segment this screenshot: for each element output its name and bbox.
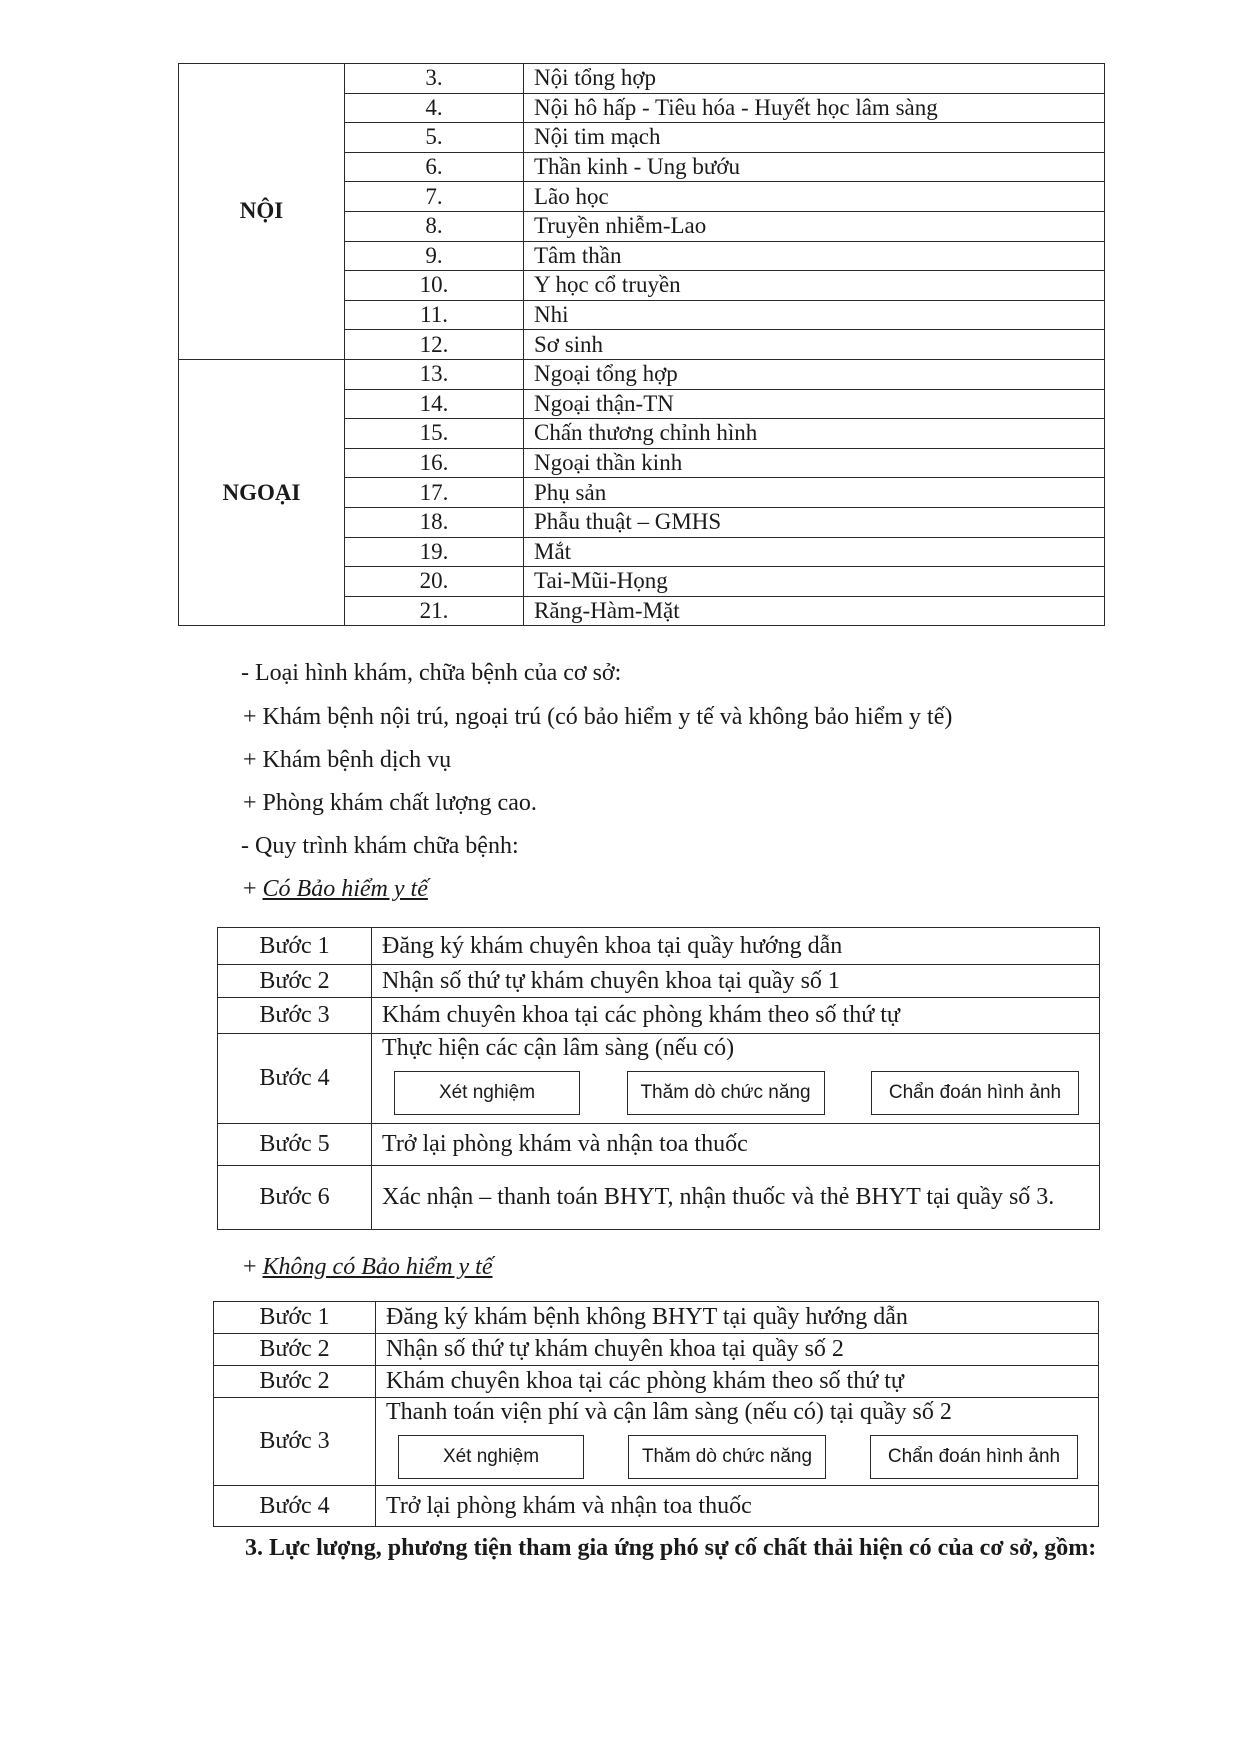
department-number: 16. bbox=[345, 448, 524, 478]
step-label: Bước 1 bbox=[214, 1302, 376, 1334]
step-description-cell bbox=[376, 1302, 1099, 1334]
department-name: Nội tim mạch bbox=[524, 123, 1105, 153]
departments-table bbox=[178, 63, 1105, 626]
step-label: Bước 2 bbox=[218, 965, 372, 998]
department-row bbox=[179, 64, 1105, 94]
department-name: Mắt bbox=[524, 537, 1105, 567]
department-number: 20. bbox=[345, 567, 524, 597]
department-number: 8. bbox=[345, 211, 524, 241]
step-row bbox=[218, 1034, 1100, 1124]
department-name: Tai-Mũi-Họng bbox=[524, 567, 1105, 597]
department-name: Nội tổng hợp bbox=[524, 64, 1105, 94]
step-description-cell bbox=[376, 1334, 1099, 1366]
step-row bbox=[214, 1302, 1099, 1334]
step-row bbox=[214, 1486, 1099, 1527]
step-description: Đăng ký khám bệnh không BHYT tại quầy hướng dẫn bbox=[386, 1304, 908, 1330]
step-label: Bước 2 bbox=[214, 1334, 376, 1366]
without-insurance-heading bbox=[243, 1252, 493, 1282]
step-row bbox=[218, 998, 1100, 1034]
step-description: Xác nhận – thanh toán BHYT, nhận thuốc và thẻ BHYT tại quầy số 3. bbox=[382, 1184, 1055, 1210]
department-number: 19. bbox=[345, 537, 524, 567]
step-row bbox=[218, 1166, 1100, 1230]
department-name: Truyền nhiễm-Lao bbox=[524, 211, 1105, 241]
department-group-label: NỘI bbox=[179, 64, 345, 360]
step-description-cell bbox=[372, 928, 1100, 965]
step-label: Bước 3 bbox=[214, 1398, 376, 1486]
department-name: Lão học bbox=[524, 182, 1105, 212]
subservice-box: Chẩn đoán hình ảnh bbox=[871, 1071, 1079, 1115]
department-number: 21. bbox=[345, 596, 524, 626]
step-row bbox=[214, 1398, 1099, 1486]
department-number: 13. bbox=[345, 359, 524, 389]
subservice-box: Thăm dò chức năng bbox=[627, 1071, 825, 1115]
step-description: Nhận số thứ tự khám chuyên khoa tại quầy số 1 bbox=[382, 967, 840, 994]
step-description-cell bbox=[372, 1034, 1100, 1124]
step-description: Thực hiện các cận lâm sàng (nếu có) bbox=[382, 1035, 735, 1061]
step-row bbox=[218, 965, 1100, 998]
without-insurance-steps-table bbox=[213, 1301, 1099, 1527]
department-number: 6. bbox=[345, 152, 524, 182]
step-label: Bước 2 bbox=[214, 1366, 376, 1398]
department-number: 12. bbox=[345, 330, 524, 360]
department-number: 10. bbox=[345, 271, 524, 301]
with-insurance-steps-table bbox=[217, 927, 1100, 1230]
department-name: Sơ sinh bbox=[524, 330, 1105, 360]
step-description-cell bbox=[372, 998, 1100, 1034]
department-name: Ngoại thần kinh bbox=[524, 448, 1105, 478]
step-description: Khám chuyên khoa tại các phòng khám theo số thứ tự bbox=[386, 1368, 904, 1394]
type-item-1: + Khám bệnh nội trú, ngoại trú (có bảo hiểm y tế và không bảo hiểm y tế) bbox=[243, 704, 953, 730]
department-number: 4. bbox=[345, 93, 524, 123]
step-label: Bước 1 bbox=[218, 928, 372, 965]
subservice-box: Chẩn đoán hình ảnh bbox=[870, 1435, 1078, 1479]
step-row bbox=[214, 1334, 1099, 1366]
department-group-label: NGOẠI bbox=[179, 359, 345, 625]
step-label: Bước 4 bbox=[218, 1034, 372, 1124]
department-name: Phẫu thuật – GMHS bbox=[524, 507, 1105, 537]
step-description: Trở lại phòng khám và nhận toa thuốc bbox=[386, 1492, 752, 1519]
without-insurance-label: Không có Bảo hiểm y tế bbox=[262, 1254, 493, 1280]
department-row bbox=[179, 359, 1105, 389]
department-number: 3. bbox=[345, 64, 524, 94]
department-number: 5. bbox=[345, 123, 524, 153]
with-insurance-heading bbox=[243, 874, 428, 904]
department-number: 18. bbox=[345, 507, 524, 537]
procedure-heading: - Quy trình khám chữa bệnh: bbox=[241, 833, 519, 859]
step-label: Bước 5 bbox=[218, 1124, 372, 1166]
types-heading: - Loại hình khám, chữa bệnh của cơ sở: bbox=[241, 660, 622, 686]
step-label: Bước 6 bbox=[218, 1166, 372, 1230]
department-name: Nhi bbox=[524, 300, 1105, 330]
step-description: Trở lại phòng khám và nhận toa thuốc bbox=[382, 1131, 748, 1157]
subservice-box: Xét nghiệm bbox=[398, 1435, 584, 1479]
subservice-box: Thăm dò chức năng bbox=[628, 1435, 826, 1479]
department-number: 14. bbox=[345, 389, 524, 419]
step-description: Khám chuyên khoa tại các phòng khám theo số thứ tự bbox=[382, 1002, 900, 1028]
department-name: Chấn thương chỉnh hình bbox=[524, 419, 1105, 449]
step-row bbox=[218, 928, 1100, 965]
step-label: Bước 3 bbox=[218, 998, 372, 1034]
department-name: Y học cổ truyền bbox=[524, 271, 1105, 301]
step-description: Nhận số thứ tự khám chuyên khoa tại quầy số 2 bbox=[386, 1336, 844, 1362]
department-name: Tâm thần bbox=[524, 241, 1105, 271]
step-description: Đăng ký khám chuyên khoa tại quầy hướng dẫn bbox=[382, 932, 843, 959]
type-item-3: + Phòng khám chất lượng cao. bbox=[243, 790, 537, 816]
subservice-box: Xét nghiệm bbox=[394, 1071, 580, 1115]
step-label: Bước 4 bbox=[214, 1486, 376, 1527]
department-name: Nội hô hấp - Tiêu hóa - Huyết học lâm sàng bbox=[524, 93, 1105, 123]
department-name: Phụ sản bbox=[524, 478, 1105, 508]
department-name: Thần kinh - Ung bướu bbox=[524, 152, 1105, 182]
with-insurance-prefix: + bbox=[243, 876, 263, 902]
department-name: Ngoại tổng hợp bbox=[524, 359, 1105, 389]
department-number: 7. bbox=[345, 182, 524, 212]
step-description: Thanh toán viện phí và cận lâm sàng (nếu có) tại quầy số 2 bbox=[386, 1399, 952, 1425]
step-description-cell bbox=[376, 1398, 1099, 1486]
type-item-2: + Khám bệnh dịch vụ bbox=[243, 747, 452, 773]
subservice-boxes bbox=[382, 1063, 1099, 1121]
subservice-boxes bbox=[386, 1427, 1098, 1485]
without-insurance-prefix: + bbox=[243, 1254, 263, 1280]
with-insurance-label: Có Bảo hiểm y tế bbox=[262, 876, 428, 902]
step-description-cell bbox=[372, 1124, 1100, 1166]
department-name: Răng-Hàm-Mặt bbox=[524, 596, 1105, 626]
department-number: 17. bbox=[345, 478, 524, 508]
step-description-cell bbox=[376, 1486, 1099, 1527]
department-name: Ngoại thận-TN bbox=[524, 389, 1105, 419]
step-row bbox=[218, 1124, 1100, 1166]
department-number: 15. bbox=[345, 419, 524, 449]
step-description-cell bbox=[372, 1166, 1100, 1230]
step-description-cell bbox=[372, 965, 1100, 998]
department-number: 9. bbox=[345, 241, 524, 271]
step-description-cell bbox=[376, 1366, 1099, 1398]
department-number: 11. bbox=[345, 300, 524, 330]
section-3-heading: 3. Lực lượng, phương tiện tham gia ứng phó sự cố chất thải hiện có của cơ sở, gồm: bbox=[245, 1535, 1097, 1561]
step-row bbox=[214, 1366, 1099, 1398]
